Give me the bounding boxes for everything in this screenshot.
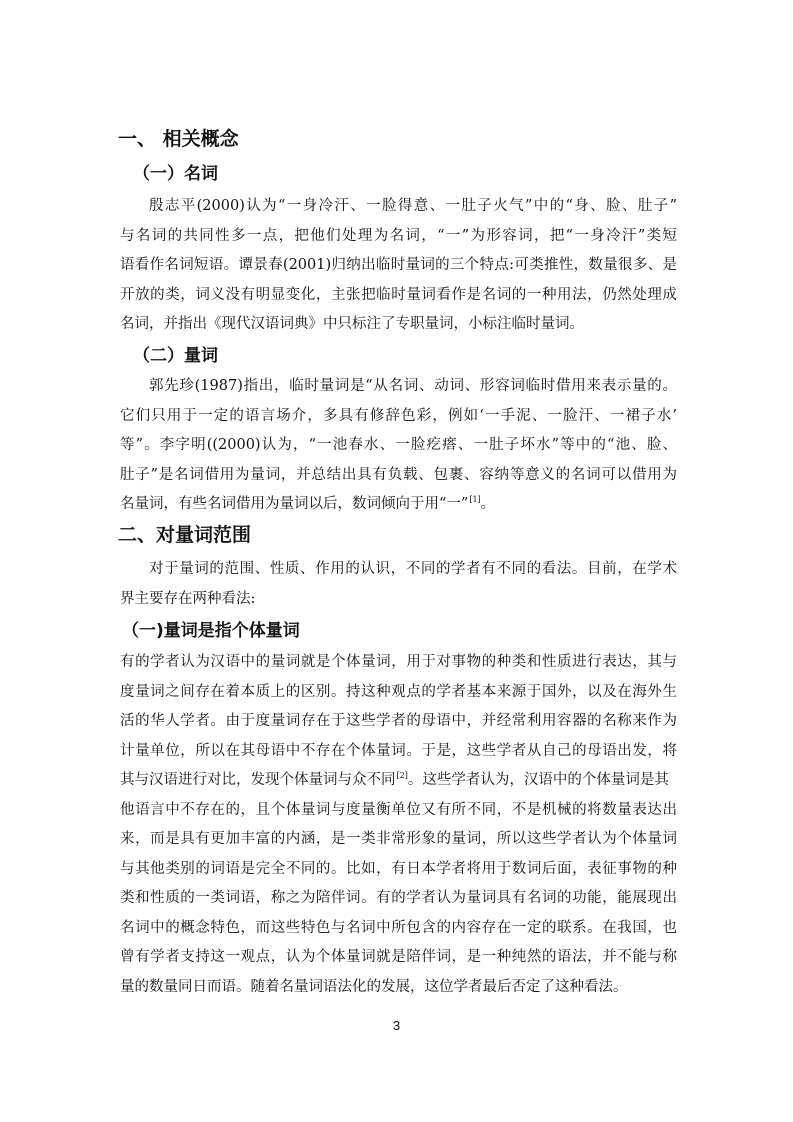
text-line: 有的学者认为汉语中的量词就是个体量词，用于对事物的种类和性质进行表达，其与: [120, 654, 677, 670]
citation-ref: [2]: [396, 771, 408, 781]
text-line: 等”。李字明((2000)认为，“一池春水、一脸疙瘩、一肚子坏水”等中的“池、脸、: [120, 437, 677, 453]
section-1-heading: 一、 相关概念: [118, 128, 239, 150]
text-line-content: 名量词，有些名词借用为量词以后，数词倾向于用“一”: [120, 496, 469, 512]
text-line: 与名词的共同性多一点，把他们处理为名词，“一”为形容词，把“一身冷汗”类短: [120, 227, 677, 244]
text-line: 郭先珍(1987)指出，临时量词是“从名词、动词、形容词临时借用来表示量的。: [149, 378, 677, 394]
text-line-tail: 。这些学者认为，汉语中的个体量词是其: [407, 772, 669, 788]
text-line: 度量词之间存在着本质上的区别。持这种观点的学者基本来源于国外，以及在海外生: [120, 683, 677, 700]
subsection-2-1-heading: （一)量词是指个体量词: [122, 621, 300, 641]
text-line: 名词，并指出《现代汉语词典》中只标注了专职量词，小标注临时量词。: [120, 316, 584, 332]
subsection-1-1-heading: （一）名词: [133, 164, 218, 184]
text-line: 开放的类，词义没有明显变化，主张把临时量词看作是名词的一种用法，仍然处理成: [120, 286, 677, 303]
text-line: 他语言中不存在的，且个体量词与度量衡单位又有所不同，不是机械的将数量表达出: [120, 801, 677, 818]
text-line: 肚子”是名词借用为量词，并总结出具有负载、包裹、容纳等意义的名词可以借用为: [120, 466, 677, 483]
text-line: [120, 766, 677, 796]
text-line: 来，而是具有更加丰富的内涵，是一类非常形象的量词，所以这些学者认为个体量词: [120, 831, 677, 847]
text-line: 活的华人学者。由于度量词存在于这些学者的母语中，并经常利用容器的名称来作为: [120, 713, 677, 729]
section-2-heading: 二、对量词范围: [118, 524, 252, 546]
text-line: 语看作名词短语。谭景春(2001)归纳出临时量词的三个特点:可类推性，数量很多、是: [120, 257, 677, 273]
text-line: 计量单位，所以在其母语中不存在个体量词。于是，这些学者从自己的母语出发，将: [120, 742, 677, 759]
paragraph-section-2-intro: [120, 555, 677, 614]
page-number: 3: [392, 1018, 401, 1033]
text-line-tail: 。: [480, 496, 496, 512]
paragraph-individual-classifier: [120, 648, 677, 1002]
text-line: 界主要存在两种看法:: [120, 590, 256, 607]
subsection-1-2-heading: （二）量词: [133, 346, 218, 366]
text-line: 名词中的概念特色，而这些特色与名词中所包含的内容存在一定的联系。在我国，也: [120, 919, 677, 936]
citation-ref: [1]: [469, 495, 481, 505]
text-line: 殷志平(2000)认为“一身冷汗、一脸得意、一肚子火气”中的“身、脸、肚子”: [149, 198, 677, 214]
paragraph-noun: [120, 192, 677, 340]
paragraph-classifier: [120, 372, 677, 520]
text-line: 量的数量同日而语。随着名量词语法化的发展，这位学者最后否定了这种看法。: [120, 978, 628, 995]
text-line: [120, 490, 677, 520]
text-line: 曾有学者支持这一观点，认为个体量词就是陪伴词，是一种纯然的语法，并不能与称: [120, 949, 677, 965]
text-line: 对于量词的范围、性质、作用的认识，不同的学者有不同的看法。目前，在学术: [149, 561, 677, 577]
text-line: 它们只用于一定的语言场介，多具有修辞色彩，例如‘一手泥、一脸汗、一裙子水’: [120, 407, 677, 424]
text-line: 与其他类别的词语是完全不同的。比如，有日本学者将用于数词后面，表征事物的种: [120, 860, 677, 877]
text-line: 类和性质的一类词语，称之为陪伴词。有的学者认为量词具有名词的功能，能展现出: [120, 890, 677, 906]
text-line-content: 其与汉语进行对比，发现个体量词与众不同: [120, 772, 396, 788]
